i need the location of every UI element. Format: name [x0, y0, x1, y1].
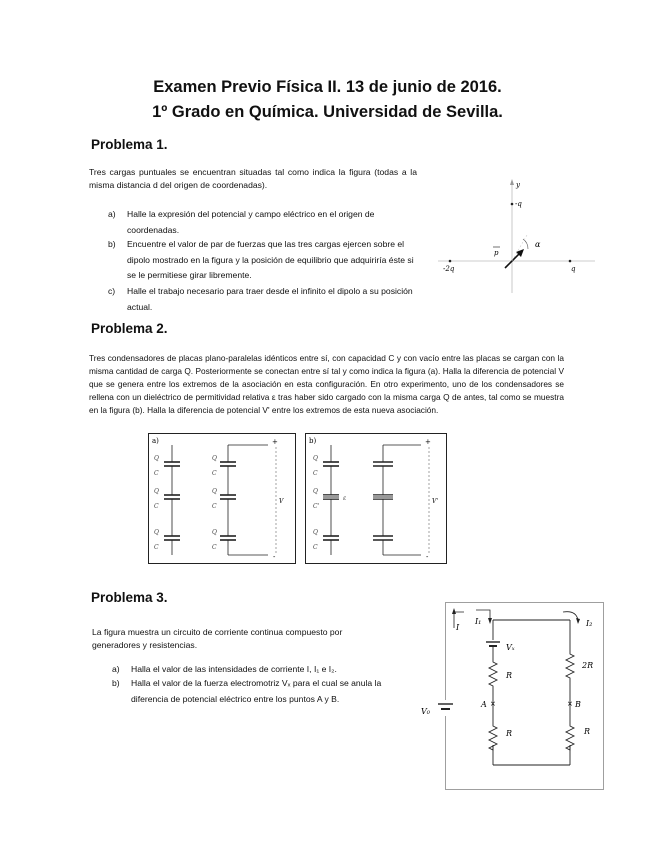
problem3-heading: Problema 3. [91, 590, 168, 605]
problem1-item-b [108, 237, 418, 285]
figure-b-left-dielectric [323, 495, 339, 499]
svg-text:Q: Q [313, 529, 318, 536]
problem1-item-c [108, 284, 418, 316]
svg-text:Q: Q [154, 455, 159, 462]
svg-text:Q: Q [154, 488, 159, 495]
svg-text:Q: Q [313, 455, 318, 462]
charges-figure [430, 175, 600, 295]
svg-text:C: C [154, 544, 159, 551]
item-text: Halla el valor de las intensidades de corriente I, I₁ e I₂. [131, 664, 337, 674]
resistor-left-bottom-label: R [506, 729, 513, 738]
resistor-right-top [566, 650, 574, 682]
figure-b-eps-label: ε [343, 495, 347, 502]
charge-top [511, 203, 514, 206]
current-i2-label: I₂ [586, 619, 593, 628]
figure-b-plus: + [425, 438, 431, 446]
point-b-mark: × [567, 700, 573, 708]
y-axis-arrow [510, 179, 514, 185]
current-i1-arrowhead [488, 618, 492, 624]
problem1-intro: Tres cargas puntuales se encuentran situadas tal como indica la figura (todas a la misma distancia d del origen de coordenadas). [89, 167, 417, 190]
current-i1-label: I₁ [475, 617, 482, 626]
svg-text:C': C' [313, 503, 320, 510]
charge-top-label: -q [515, 200, 522, 208]
item-marker: a) [108, 209, 116, 219]
exam-title-line2: 1º Grado en Química. Universidad de Sevilla. [152, 103, 503, 121]
resistor-right-bottom [566, 722, 574, 750]
problem2-heading: Problema 2. [91, 321, 168, 336]
circuit-wires [493, 620, 570, 765]
figure-b-minus: - [426, 553, 429, 561]
svg-text:Q: Q [212, 488, 217, 495]
problem3-item-b [112, 676, 402, 724]
figure-a-v-label: V [279, 498, 284, 505]
charge-right-label: q [571, 265, 576, 273]
point-a-label: A [481, 700, 487, 709]
circuit-figure [418, 600, 608, 792]
v0-label: V₀ [421, 707, 430, 716]
point-b-label: B [575, 700, 581, 709]
item-marker: c) [108, 286, 116, 296]
charge-right [569, 260, 572, 263]
resistor-right-bottom-label: R [584, 727, 591, 736]
capacitors-figure-b [305, 433, 447, 564]
resistor-left-top-label: R [506, 671, 513, 680]
item-text: Encuentre el valor de par de fuerzas que las tres cargas ejercen sobre el dipolo mostrado en la figura y la posición de equilibrio que adquiriría éste si se le permitiese girar libremente. [127, 239, 414, 280]
item-text: Halla el valor de la fuerza electromotriz Vₓ para el cual se anula la diferencia de potencial eléctrico entre los puntos A y B. [131, 678, 382, 704]
y-axis-label: y [516, 181, 520, 189]
resistor-right-top-label: 2R [582, 661, 594, 670]
svg-text:C: C [154, 503, 159, 510]
svg-text:C: C [313, 470, 318, 477]
figure-a-label: a) [152, 437, 159, 445]
svg-text:C: C [212, 503, 217, 510]
capacitors-figure-a [148, 433, 296, 564]
problem1-item-a [108, 207, 418, 239]
angle-reference [512, 235, 527, 261]
figure-a-minus: - [273, 553, 276, 561]
figure-b-v-label: V' [432, 498, 438, 505]
item-marker: b) [112, 678, 120, 688]
current-i2-arrow [563, 612, 578, 620]
charge-left [449, 260, 452, 263]
item-text: Halle la expresión del potencial y campo eléctrico en el origen de coordenadas. [127, 209, 375, 235]
figure-b-right-dielectric [373, 495, 393, 499]
svg-text:Q: Q [154, 529, 159, 536]
svg-text:C: C [313, 544, 318, 551]
svg-text:Q: Q [212, 529, 217, 536]
problem1-heading: Problema 1. [91, 137, 168, 152]
point-a-mark: × [490, 700, 496, 708]
svg-text:C: C [212, 544, 217, 551]
problem2-text: Tres condensadores de placas plano-paralelas idénticos entre sí, con capacidad C y con vacío entre las placas se cargan con la misma cantidad de carga Q. Posteriormente se conectan entre sí tal y como indica la figura (a). Halla la diferencia de potencial V que se genera entre los extremos de la asociación en esta configuración. En otro experimento, uno de los condensadores se rellena con un dieléctrico de permitividad relativa ε tras haber sido cargado con la misma carga Q de antes, tal como se muestra en la figura (b). Halla la diferencia de potencial V' entre los extremos de esta nueva asociación. [89, 353, 564, 415]
exam-title-line1: Examen Previo Física II. 13 de junio de 2016. [153, 78, 502, 96]
svg-text:Q: Q [212, 455, 217, 462]
svg-text:C: C [212, 470, 217, 477]
dipole-label: p [494, 249, 499, 257]
problem3-intro: La figura muestra un circuito de corriente continua compuesto por generadores y resistencias. [92, 627, 343, 650]
figure-b-label: b) [309, 437, 317, 445]
resistor-left-bottom [489, 722, 497, 750]
current-i2-arrowhead [576, 618, 580, 624]
resistor-left-top [489, 658, 497, 695]
figure-a-plus: + [272, 438, 278, 446]
svg-text:C: C [154, 470, 159, 477]
vx-label: Vₓ [506, 643, 515, 652]
angle-label: α [535, 240, 541, 249]
svg-text:Q: Q [313, 488, 318, 495]
item-marker: a) [112, 664, 120, 674]
current-i-label: I [456, 623, 460, 632]
item-marker: b) [108, 239, 116, 249]
item-text: Halle el trabajo necesario para traer desde el infinito el dipolo a su posición actual. [127, 286, 413, 312]
charge-left-label: -2q [443, 265, 455, 273]
circuit-frame [446, 603, 604, 790]
angle-arc [523, 239, 528, 249]
current-i-arrowhead [452, 608, 456, 614]
